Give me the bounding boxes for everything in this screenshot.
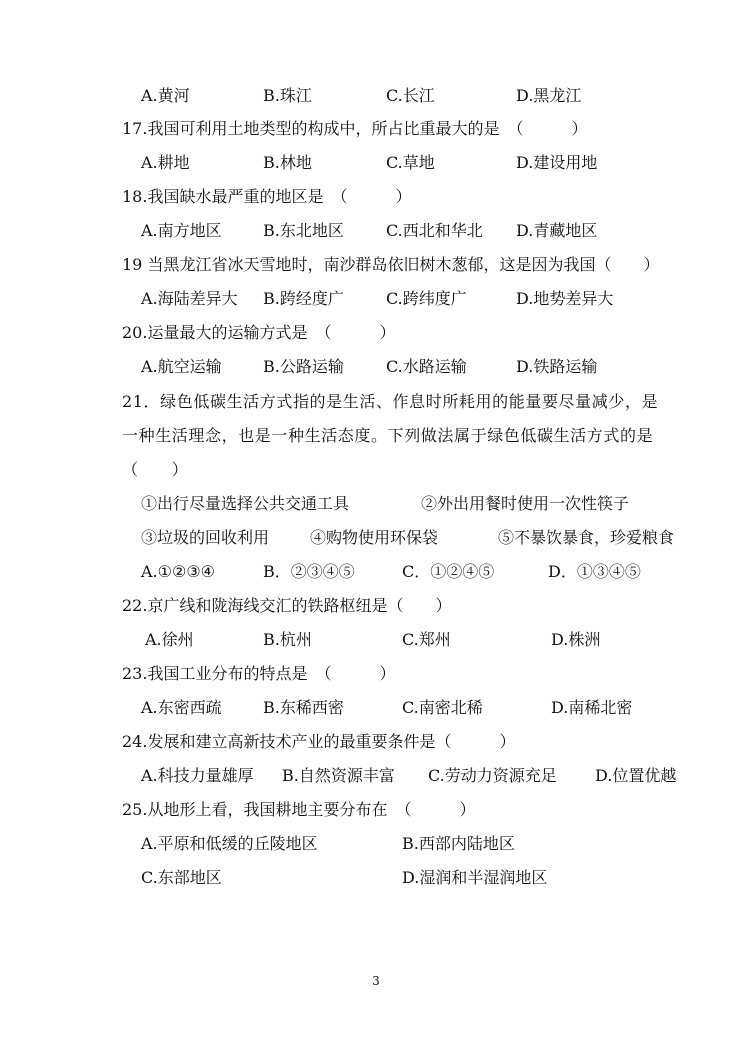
- q24-stem: 24.发展和建立高新技术产业的最重要条件是（ ）: [122, 732, 516, 751]
- q16-option-d: D.黑龙江: [516, 86, 582, 105]
- q18-stem: 18.我国缺水最严重的地区是 （ ）: [122, 187, 412, 206]
- q19-option-d: D.地势差异大: [516, 289, 614, 308]
- q17-stem: 17.我国可利用土地类型的构成中，所占比重最大的是 （ ）: [122, 119, 588, 138]
- page-number: 3: [372, 974, 380, 988]
- q21-option-d: D．①③④⑤: [548, 562, 641, 581]
- q18-option-d: D.青藏地区: [516, 221, 598, 240]
- q20-option-b: B.公路运输: [263, 357, 344, 376]
- q21-option-c: C．①②④⑤: [402, 562, 495, 581]
- q17-option-c: C.草地: [386, 153, 435, 172]
- q22-stem: 22.京广线和陇海线交汇的铁路枢纽是（ ）: [122, 596, 452, 615]
- q21-statement-3: ③垃圾的回收利用: [141, 528, 270, 547]
- q20-option-a: A.航空运输: [141, 357, 222, 376]
- q19-option-c: C.跨纬度广: [386, 289, 467, 308]
- q19-option-b: B.跨经度广: [263, 289, 344, 308]
- q18-option-a: A.南方地区: [141, 221, 222, 240]
- q21-stem-line-1: 21．绿色低碳生活方式指的是生活、作息时所耗用的能量要尽量减少，是: [122, 392, 659, 411]
- q20-option-c: C.水路运输: [386, 357, 467, 376]
- q21-option-b: B．②③④⑤: [263, 562, 355, 581]
- q16-option-a: A.黄河: [141, 86, 190, 105]
- q25-option-d: D.湿润和半湿润地区: [402, 868, 548, 887]
- q23-option-a: A.东密西疏: [141, 698, 222, 717]
- q25-option-a: A.平原和低缓的丘陵地区: [141, 834, 318, 853]
- q23-option-d: D.南稀北密: [551, 698, 633, 717]
- q19-stem: 19 当黑龙江省冰天雪地时，南沙群岛依旧树木葱郁，这是因为我国（ ）: [122, 255, 660, 274]
- q24-option-a: A.科技力量雄厚: [141, 766, 254, 785]
- q16-option-c: C.长江: [386, 86, 435, 105]
- q22-option-b: B.杭州: [263, 630, 312, 649]
- q16-option-b: B.珠江: [263, 86, 312, 105]
- q25-option-c: C.东部地区: [141, 868, 222, 887]
- q22-option-d: D.株洲: [551, 630, 601, 649]
- q21-stem-line-2: 一种生活理念，也是一种生活态度。下列做法属于绿色低碳生活方式的是: [122, 426, 654, 445]
- q19-option-a: A.海陆差异大: [141, 289, 238, 308]
- q21-statement-2: ②外出用餐时使用一次性筷子: [421, 494, 630, 513]
- q17-option-b: B.林地: [263, 153, 312, 172]
- q20-stem: 20.运量最大的运输方式是 （ ）: [122, 323, 396, 342]
- q24-option-b: B.自然资源丰富: [282, 766, 395, 785]
- q21-statement-5: ⑤不暴饮暴食，珍爱粮食: [498, 528, 675, 547]
- q17-option-d: D.建设用地: [516, 153, 598, 172]
- q22-option-c: C.郑州: [402, 630, 451, 649]
- q17-option-a: A.耕地: [141, 153, 190, 172]
- q18-option-b: B.东北地区: [263, 221, 344, 240]
- q23-stem: 23.我国工业分布的特点是 （ ）: [122, 664, 396, 683]
- q18-option-c: C.西北和华北: [386, 221, 483, 240]
- q21-option-a: A.①②③④: [141, 562, 216, 581]
- q20-option-d: D.铁路运输: [516, 357, 598, 376]
- q24-option-c: C.劳动力资源充足: [428, 766, 557, 785]
- q21-stem-line-3: （ ）: [122, 460, 189, 479]
- q24-option-d: D.位置优越: [595, 766, 677, 785]
- q25-stem: 25.从地形上看，我国耕地主要分布在 （ ）: [122, 800, 476, 819]
- q23-option-c: C.南密北稀: [402, 698, 483, 717]
- q25-option-b: B.西部内陆地区: [402, 834, 515, 853]
- q22-option-a: A.徐州: [145, 630, 194, 649]
- q21-statement-1: ①出行尽量选择公共交通工具: [141, 494, 350, 513]
- q21-statement-4: ④购物使用环保袋: [310, 528, 439, 547]
- q23-option-b: B.东稀西密: [263, 698, 344, 717]
